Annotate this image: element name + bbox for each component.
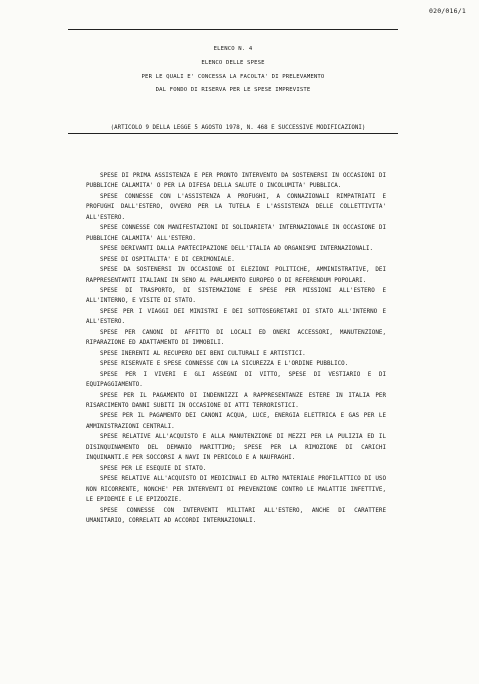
- legal-reference: (ARTICOLO 9 DELLA LEGGE 5 AGOSTO 1978, N. 468 E SUCCESSIVE MODIFICAZIONI): [110, 125, 366, 131]
- expense-item: SPESE CONNESSE CON MANIFESTAZIONI DI SOLIDARIETA' INTERNAZIONALE IN OCCASIONE DI PUBBLICHE CALAMITA' ALL'ESTERO.: [86, 225, 386, 242]
- expense-item: SPESE INERENTI AL RECUPERO DEI BENI CULTURALI E ARTISTICI.: [100, 350, 306, 357]
- expense-item: SPESE PER LE ESEQUIE DI STATO.: [100, 465, 207, 472]
- expense-item: SPESE PER IL PAGAMENTO DEI CANONI ACQUA, LUCE, ENERGIA ELETTRICA E GAS PER LE AMMINISTRAZIONI CENTRALI.: [86, 413, 386, 430]
- expense-item: SPESE CONNESSE CON INTERVENTI MILITARI ALL'ESTERO, ANCHE DI CARATTERE UMANITARIO, CORRELATI AD ACCORDI INTERNAZIONALI.: [86, 507, 386, 524]
- expense-list: [86, 171, 386, 526]
- expense-item: SPESE PER IL PAGAMENTO DI INDENNIZZI A RAPPRESENTANZE ESTERE IN ITALIA PER RISARCIMENTO DANNI SUBITI IN OCCASIONE DI ATTI TERRORISTICI.: [86, 392, 386, 409]
- expense-item: SPESE PER I VIVERI E GLI ASSEGNI DI VITTO, SPESE DI VESTIARIO E DI EQUIPAGGIAMENTO.: [86, 371, 386, 389]
- expense-item: SPESE RISERVATE E SPESE CONNESSE CON LA SICUREZZA E L'ORDINE PUBBLICO.: [100, 361, 349, 368]
- document-title: ELENCO DELLE SPESE: [201, 60, 265, 66]
- expense-item: SPESE DERIVANTI DALLA PARTECIPAZIONE DELL'ITALIA AD ORGANISMI INTERNAZIONALI.: [100, 246, 374, 253]
- expense-item: SPESE RELATIVE ALL'ACQUISTO E ALLA MANUTENZIONE DI MEZZI PER LA PULIZIA ED IL DISINQUINAMENTO DEL DEMANIO MARITTIMO; SPESE PER LA RIMOZIONE DI CARICHI INQUINANTI.E PER SOCCORSI A NAVI IN PERICOLO E A NAUFRAGHI.: [86, 434, 386, 462]
- document-code: 020/016/1: [428, 7, 466, 15]
- expense-item: SPESE DI OSPITALITA' E DI CERIMONIALE.: [100, 256, 235, 263]
- expense-item: SPESE PER I VIAGGI DEI MINISTRI E DEI SOTTOSEGRETARI DI STATO ALL'INTERNO E ALL'ESTERO.: [86, 308, 386, 326]
- expense-item: SPESE DA SOSTENERSI IN OCCASIONE DI ELEZIONI POLITICHE, AMMINISTRATIVE, DEI RAPPRESENTANTI ITALIANI IN SENO AL PARLAMENTO EUROPEO O DI REFERENDUM POPOLARI.: [86, 267, 386, 284]
- header-frame: [68, 29, 398, 134]
- expense-item: SPESE PER CANONI DI AFFITTO DI LOCALI ED ONERI ACCESSORI, MANUTENZIONE, RIPARAZIONE ED ADATTAMENTO DI IMMOBILI.: [86, 329, 386, 347]
- expense-item: SPESE RELATIVE ALL'ACQUISTO DI MEDICINALI ED ALTRO MATERIALE PROFILATTICO DI USO NON RICORRENTE, NONCHE' PER INTERVENTI DI PREVENZIONE CONTRO LE MALATTIE INFETTIVE, LE EPIDEMIE E LE EPIZOOZIE.: [86, 476, 386, 504]
- subtitle-line-2: DAL FONDO DI RISERVA PER LE SPESE IMPREVISTE: [155, 87, 311, 93]
- expense-item: SPESE DI PRIMA ASSISTENZA E PER PRONTO INTERVENTO DA SOSTENERSI IN OCCASIONI DI PUBBLICHE CALAMITA' O PER LA DIFESA DELLA SALUTE O INCOLUMITA' PUBBLICA.: [86, 173, 386, 190]
- elenco-number: ELENCO N. 4: [213, 46, 253, 52]
- expense-item: SPESE CONNESSE CON L'ASSISTENZA A PROFUGHI, A CONNAZIONALI RIMPATRIATI E PROFUGHI DALL'ESTERO, OVVERO PER LA TUTELA E L'ASSISTENZA DELLE COLLETTIVITA' ALL'ESTERO.: [86, 193, 386, 221]
- subtitle-line-1: PER LE QUALI E' CONCESSA LA FACOLTA' DI PRELEVAMENTO: [141, 74, 325, 80]
- expense-item: SPESE DI TRASPORTO, DI SISTEMAZIONE E SPESE PER MISSIONI ALL'ESTERO E ALL'INTERNO, E VISITE DI STATO.: [86, 287, 386, 305]
